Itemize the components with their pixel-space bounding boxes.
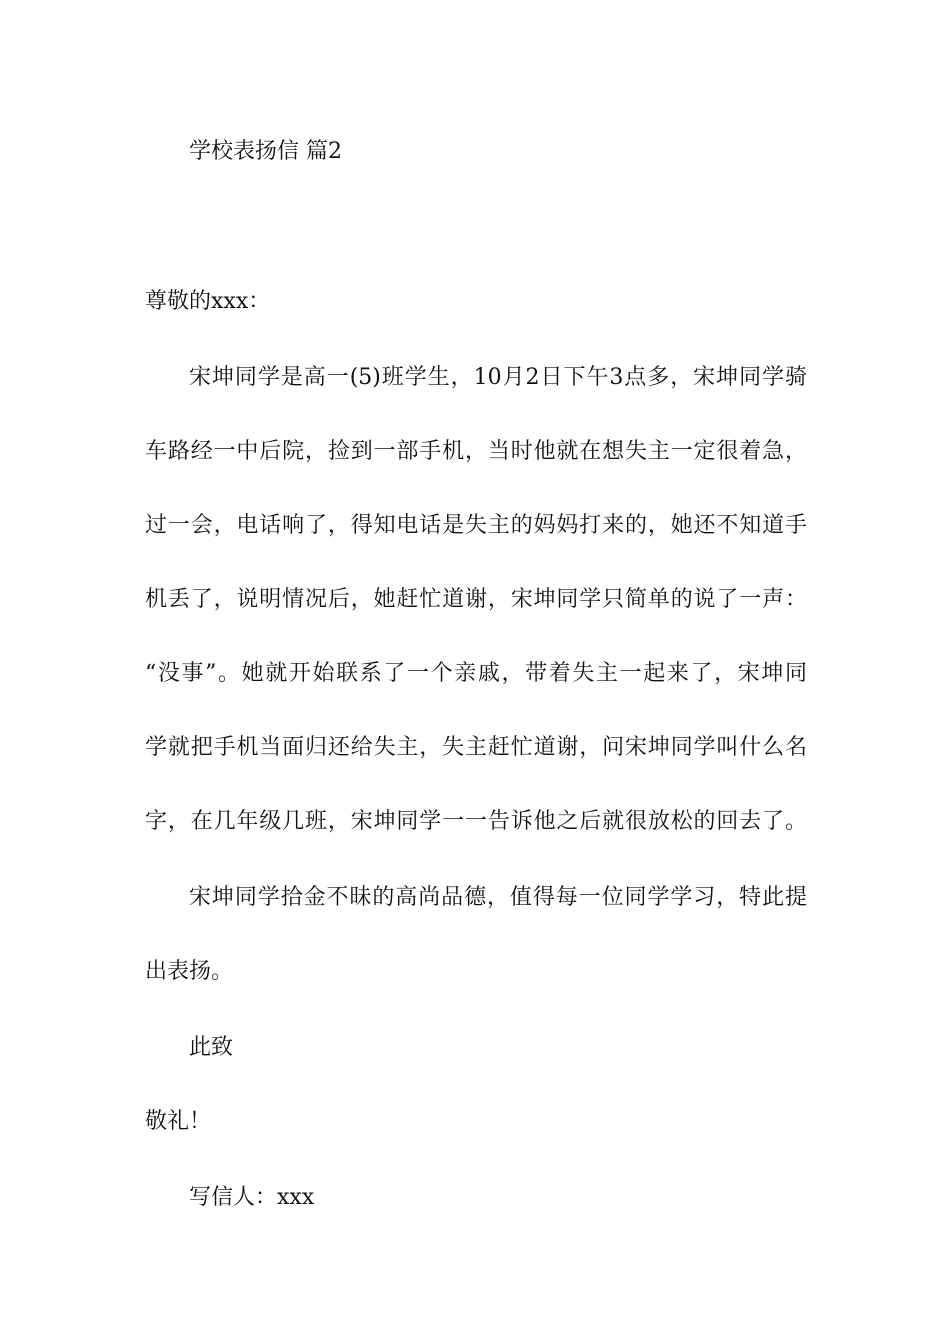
letter-title: 学校表扬信 篇2 xyxy=(189,139,342,164)
paragraph-1-line-2: 车路经一中后院，捡到一部手机，当时他就在想失主一定很着急， xyxy=(145,439,807,464)
closing-line-2: 敬礼！ xyxy=(145,1109,212,1134)
signature: 写信人：xxx xyxy=(189,1185,315,1210)
paragraph-1-line-6: 学就把手机当面归还给失主，失主赶忙道谢，问宋坤同学叫什么名 xyxy=(145,735,807,760)
paragraph-1-line-3: 过一会，电话响了，得知电话是失主的妈妈打来的，她还不知道手 xyxy=(145,513,807,538)
paragraph-1-line-5: “没事”。她就开始联系了一个亲戚，带着失主一起来了，宋坤同 xyxy=(145,661,807,686)
salutation: 尊敬的xxx： xyxy=(145,289,271,314)
closing-line-1: 此致 xyxy=(189,1035,234,1060)
paragraph-1-line-4: 机丢了，说明情况后，她赶忙道谢，宋坤同学只简单的说了一声： xyxy=(145,587,807,612)
paragraph-2-line-2: 出表扬。 xyxy=(145,959,234,984)
paragraph-2-line-1: 宋坤同学拾金不昧的高尚品德，值得每一位同学学习，特此提 xyxy=(189,885,807,910)
paragraph-1-line-7: 字，在几年级几班，宋坤同学一一告诉他之后就很放松的回去了。 xyxy=(145,809,807,834)
paragraph-1-line-1: 宋坤同学是高一(5)班学生，10月2日下午3点多，宋坤同学骑 xyxy=(189,365,807,390)
